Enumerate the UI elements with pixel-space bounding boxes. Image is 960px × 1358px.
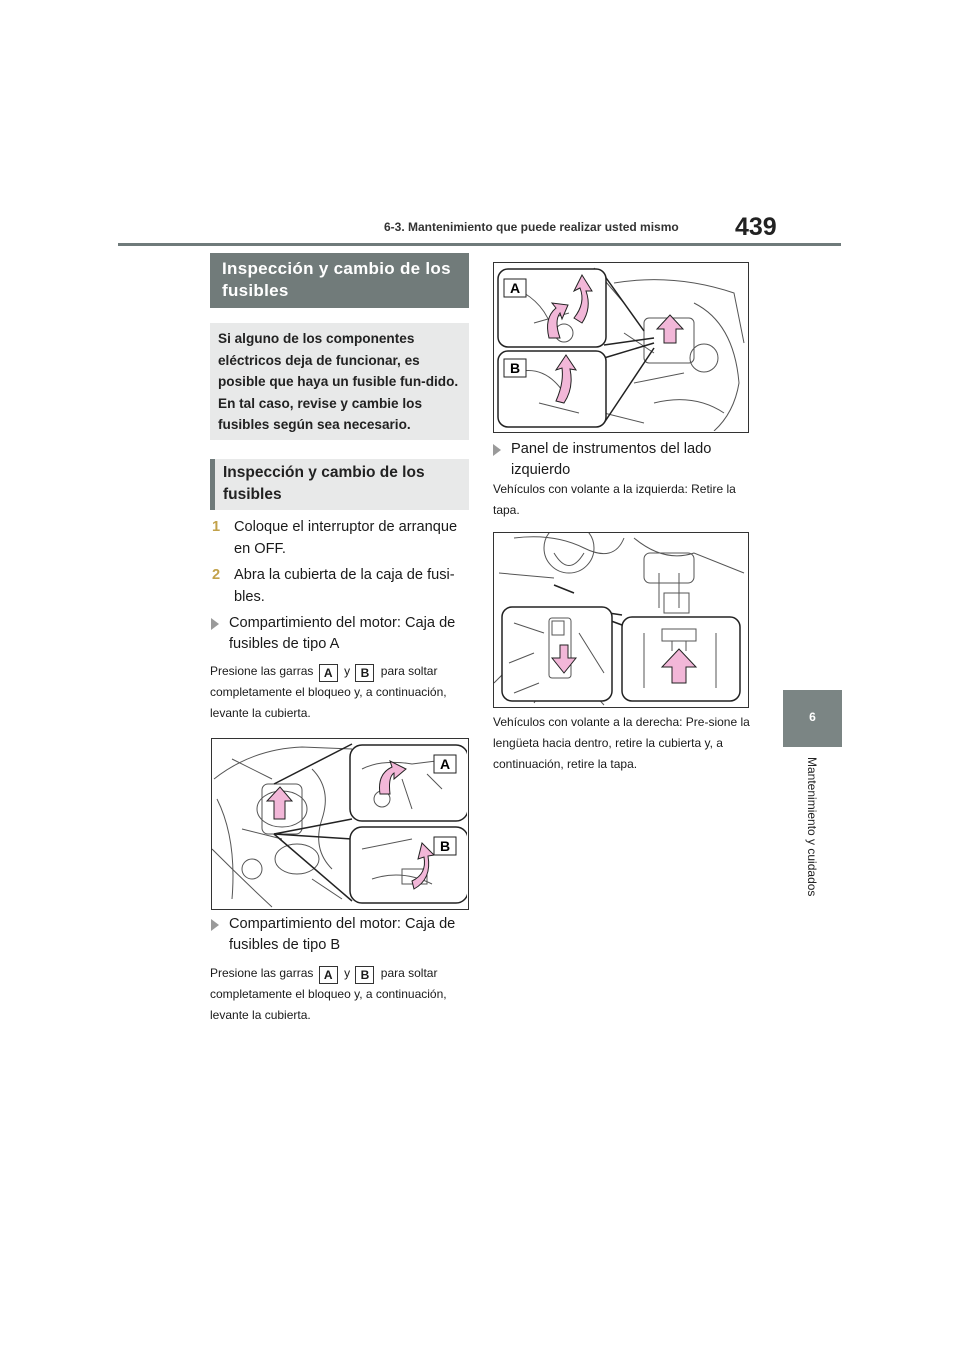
step-2: [212, 564, 470, 608]
fuse-box-b-instructions: Presione las garras A y B para soltar completamente el bloqueo y, a continuación, levante la cubierta.: [210, 966, 447, 1022]
fuse-box-a-instructions: Presione las garras A y B para soltar completamente el bloqueo y, a continuación, levante la cubierta.: [210, 664, 447, 720]
chapter-title: Mantenimiento y cuidados: [805, 757, 819, 897]
lhd-note: Vehículos con volante a la izquierda: Retire la tapa.: [493, 482, 736, 517]
step-number: 2: [212, 567, 221, 583]
bullet-arrow-icon: [493, 444, 501, 456]
step-text: Coloque el interruptor de arranque en OFF.: [234, 519, 458, 557]
subsection-title: Inspección y cambio de los fusibles: [210, 459, 469, 510]
label-b-badge: B: [355, 966, 374, 984]
fuse-box-a-heading: Compartimiento del motor: Caja de fusibles de tipo A: [211, 613, 469, 655]
label-b-badge: B: [355, 664, 374, 682]
bullet-arrow-icon: [211, 919, 219, 931]
figure-label-b: B: [439, 838, 451, 854]
page-number: 439: [735, 213, 777, 241]
section-intro: Si alguno de los componentes eléctricos deja de funcionar, es posible que haya un fusible fun-dido. En tal caso, revise y cambie los fusibles según sea necesario.: [210, 323, 469, 440]
figure-label-a: A: [439, 756, 451, 772]
header-rule: [118, 243, 841, 246]
fuse-box-b-heading: Compartimiento del motor: Caja de fusibles de tipo B: [211, 914, 469, 956]
engine-fuse-box-a-illustration: [211, 738, 469, 910]
running-header: 6-3. Mantenimiento que puede realizar usted mismo: [384, 220, 679, 234]
bullet-arrow-icon: [211, 618, 219, 630]
section-title: Inspección y cambio de los fusibles: [210, 253, 469, 308]
label-a-badge: A: [319, 966, 338, 984]
chapter-number: 6: [809, 710, 816, 724]
instrument-panel-illustration: [493, 532, 749, 708]
figure-label-b: B: [509, 360, 521, 376]
rhd-note: Vehículos con volante a la derecha: Pre-sione la lengüeta hacia dentro, retire la cubierta y, a continuación, retire la tapa.: [493, 715, 750, 771]
figure-label-a: A: [509, 280, 521, 296]
label-a-badge: A: [319, 664, 338, 682]
step-text: Abra la cubierta de la caja de fusi-bles.: [234, 567, 455, 605]
step-number: 1: [212, 519, 221, 535]
step-1: [212, 516, 470, 560]
instrument-panel-heading: Panel de instrumentos del lado izquierdo: [493, 439, 749, 481]
engine-fuse-box-b-illustration: [493, 262, 749, 433]
